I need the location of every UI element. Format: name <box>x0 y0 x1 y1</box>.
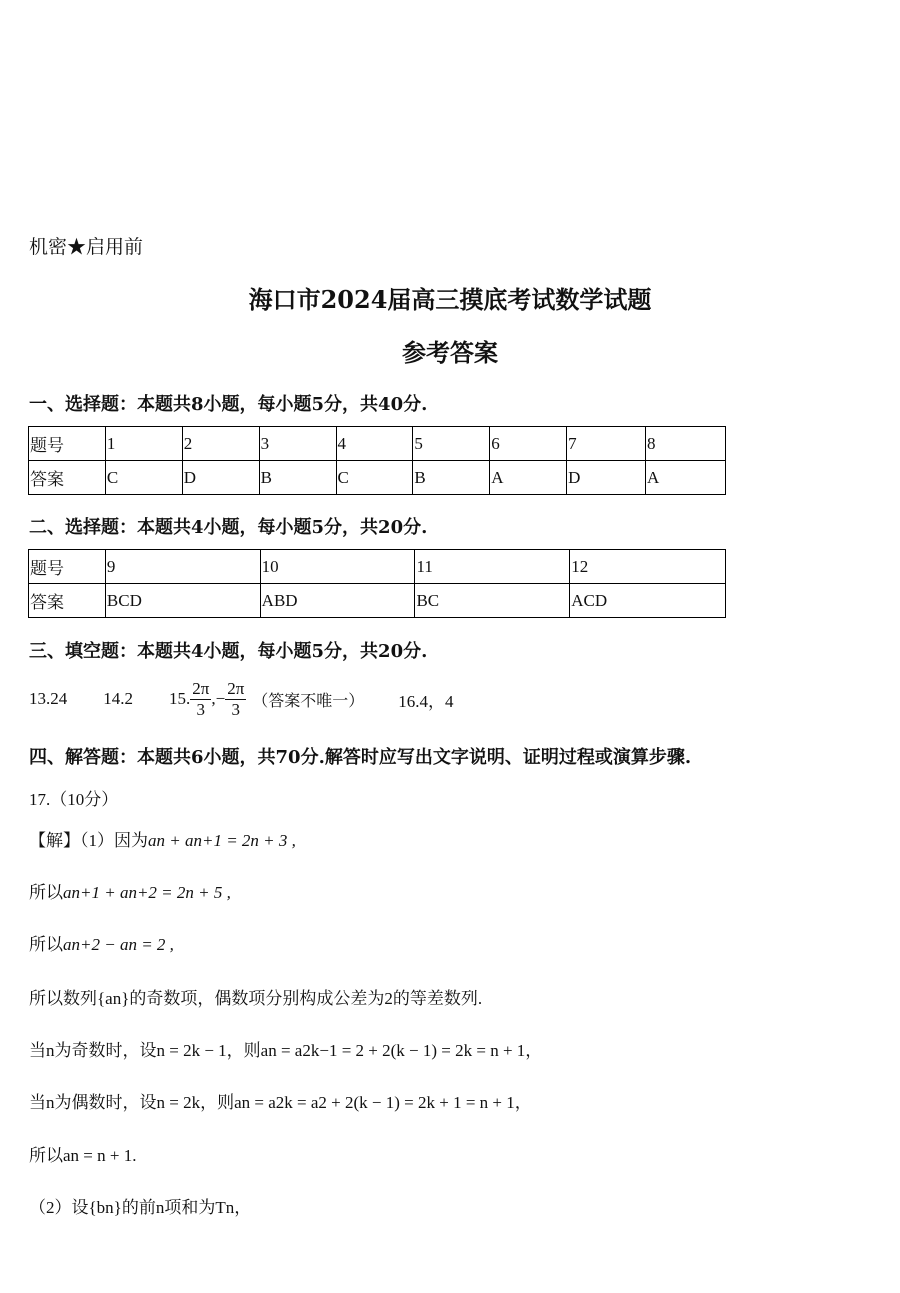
section1-heading: 一、选择题：本题共8小题，每小题5分，共40分. <box>29 394 428 415</box>
answer-16: 16.4，4 <box>398 691 454 711</box>
section2-heading: 二、选择题：本题共4小题，每小题5分，共20分. <box>29 517 428 538</box>
row-label: 题号 <box>29 550 106 584</box>
math-expression: an+2 − an = 2 , <box>63 935 174 954</box>
table-cell: 3 <box>259 427 336 461</box>
answer-15-fraction-2 <box>225 679 246 720</box>
answer-13: 13.24 <box>29 689 68 708</box>
fraction-denominator: 3 <box>231 699 240 719</box>
fraction-numerator: 2π <box>192 678 210 698</box>
solution-line-8: （2）设{bn}的前n项和为Tn， <box>29 1198 252 1217</box>
section3-heading: 三、填空题：本题共4小题，每小题5分，共20分. <box>29 641 428 662</box>
answer-15-separator: ,− <box>211 689 226 708</box>
table-cell: C <box>105 461 182 495</box>
fill-in-answers <box>29 676 454 722</box>
table-cell: ACD <box>570 584 726 618</box>
table-cell: 9 <box>105 550 260 584</box>
document-title: 海口市2024届高三摸底考试数学试题 <box>248 285 652 314</box>
table-cell: 11 <box>415 550 570 584</box>
section2-answer-table <box>28 549 726 618</box>
answer-15-fraction <box>190 679 211 720</box>
answer-15-prefix: 15. <box>169 689 191 708</box>
table-cell: A <box>490 461 567 495</box>
solution-line-6: 当n为偶数时，设n = 2k，则an = a2k = a2 + 2(k − 1) = 2k + 1 = n + 1， <box>29 1093 532 1112</box>
table-cell: BCD <box>105 584 260 618</box>
answer-14: 14.2 <box>103 689 133 708</box>
question-17-label: 17.（10分） <box>29 790 119 809</box>
fraction-numerator: 2π <box>227 678 245 698</box>
line-text: 【解】（1）因为 <box>29 831 148 850</box>
table-cell: 4 <box>336 427 413 461</box>
table-row <box>29 550 726 584</box>
section4-heading: 四、解答题：本题共6小题，共70分.解答时应写出文字说明、证明过程或演算步骤. <box>29 747 692 768</box>
table-cell: 12 <box>570 550 726 584</box>
solution-line-3 <box>29 930 174 955</box>
table-cell: 2 <box>182 427 259 461</box>
math-expression: an + an+1 = 2n + 3 , <box>148 831 296 850</box>
solution-line-5: 当n为奇数时，设n = 2k − 1，则an = a2k−1 = 2 + 2(k − 1) = 2k = n + 1， <box>29 1041 543 1060</box>
math-expression: an+1 + an+2 = 2n + 5 , <box>63 883 231 902</box>
table-cell: C <box>336 461 413 495</box>
solution-line-4: 所以数列{an}的奇数项，偶数项分别构成公差为2的等差数列. <box>29 989 483 1008</box>
line-text: 所以 <box>29 935 63 954</box>
table-row <box>29 427 726 461</box>
solution-line-7: 所以an = n + 1. <box>29 1146 137 1165</box>
table-cell: 5 <box>413 427 490 461</box>
table-row <box>29 584 726 618</box>
row-label: 答案 <box>29 461 106 495</box>
table-row <box>29 461 726 495</box>
table-cell: 10 <box>260 550 415 584</box>
line-text: 所以 <box>29 883 63 902</box>
table-cell: D <box>182 461 259 495</box>
table-cell: 7 <box>567 427 646 461</box>
document-subtitle: 参考答案 <box>402 338 498 367</box>
table-cell: 1 <box>105 427 182 461</box>
table-cell: BC <box>415 584 570 618</box>
table-cell: 6 <box>490 427 567 461</box>
section1-answer-table <box>28 426 726 495</box>
solution-line-2 <box>29 878 231 903</box>
table-cell: ABD <box>260 584 415 618</box>
table-cell: B <box>413 461 490 495</box>
fraction-denominator: 3 <box>196 699 206 719</box>
secret-mark: 机密★启用前 <box>29 236 144 258</box>
solution-line-1 <box>29 826 296 851</box>
table-cell: A <box>646 461 726 495</box>
row-label: 题号 <box>29 427 106 461</box>
row-label: 答案 <box>29 584 106 618</box>
answer-15-note: （答案不唯一） <box>252 692 365 710</box>
table-cell: 8 <box>646 427 726 461</box>
table-cell: B <box>259 461 336 495</box>
table-cell: D <box>567 461 646 495</box>
